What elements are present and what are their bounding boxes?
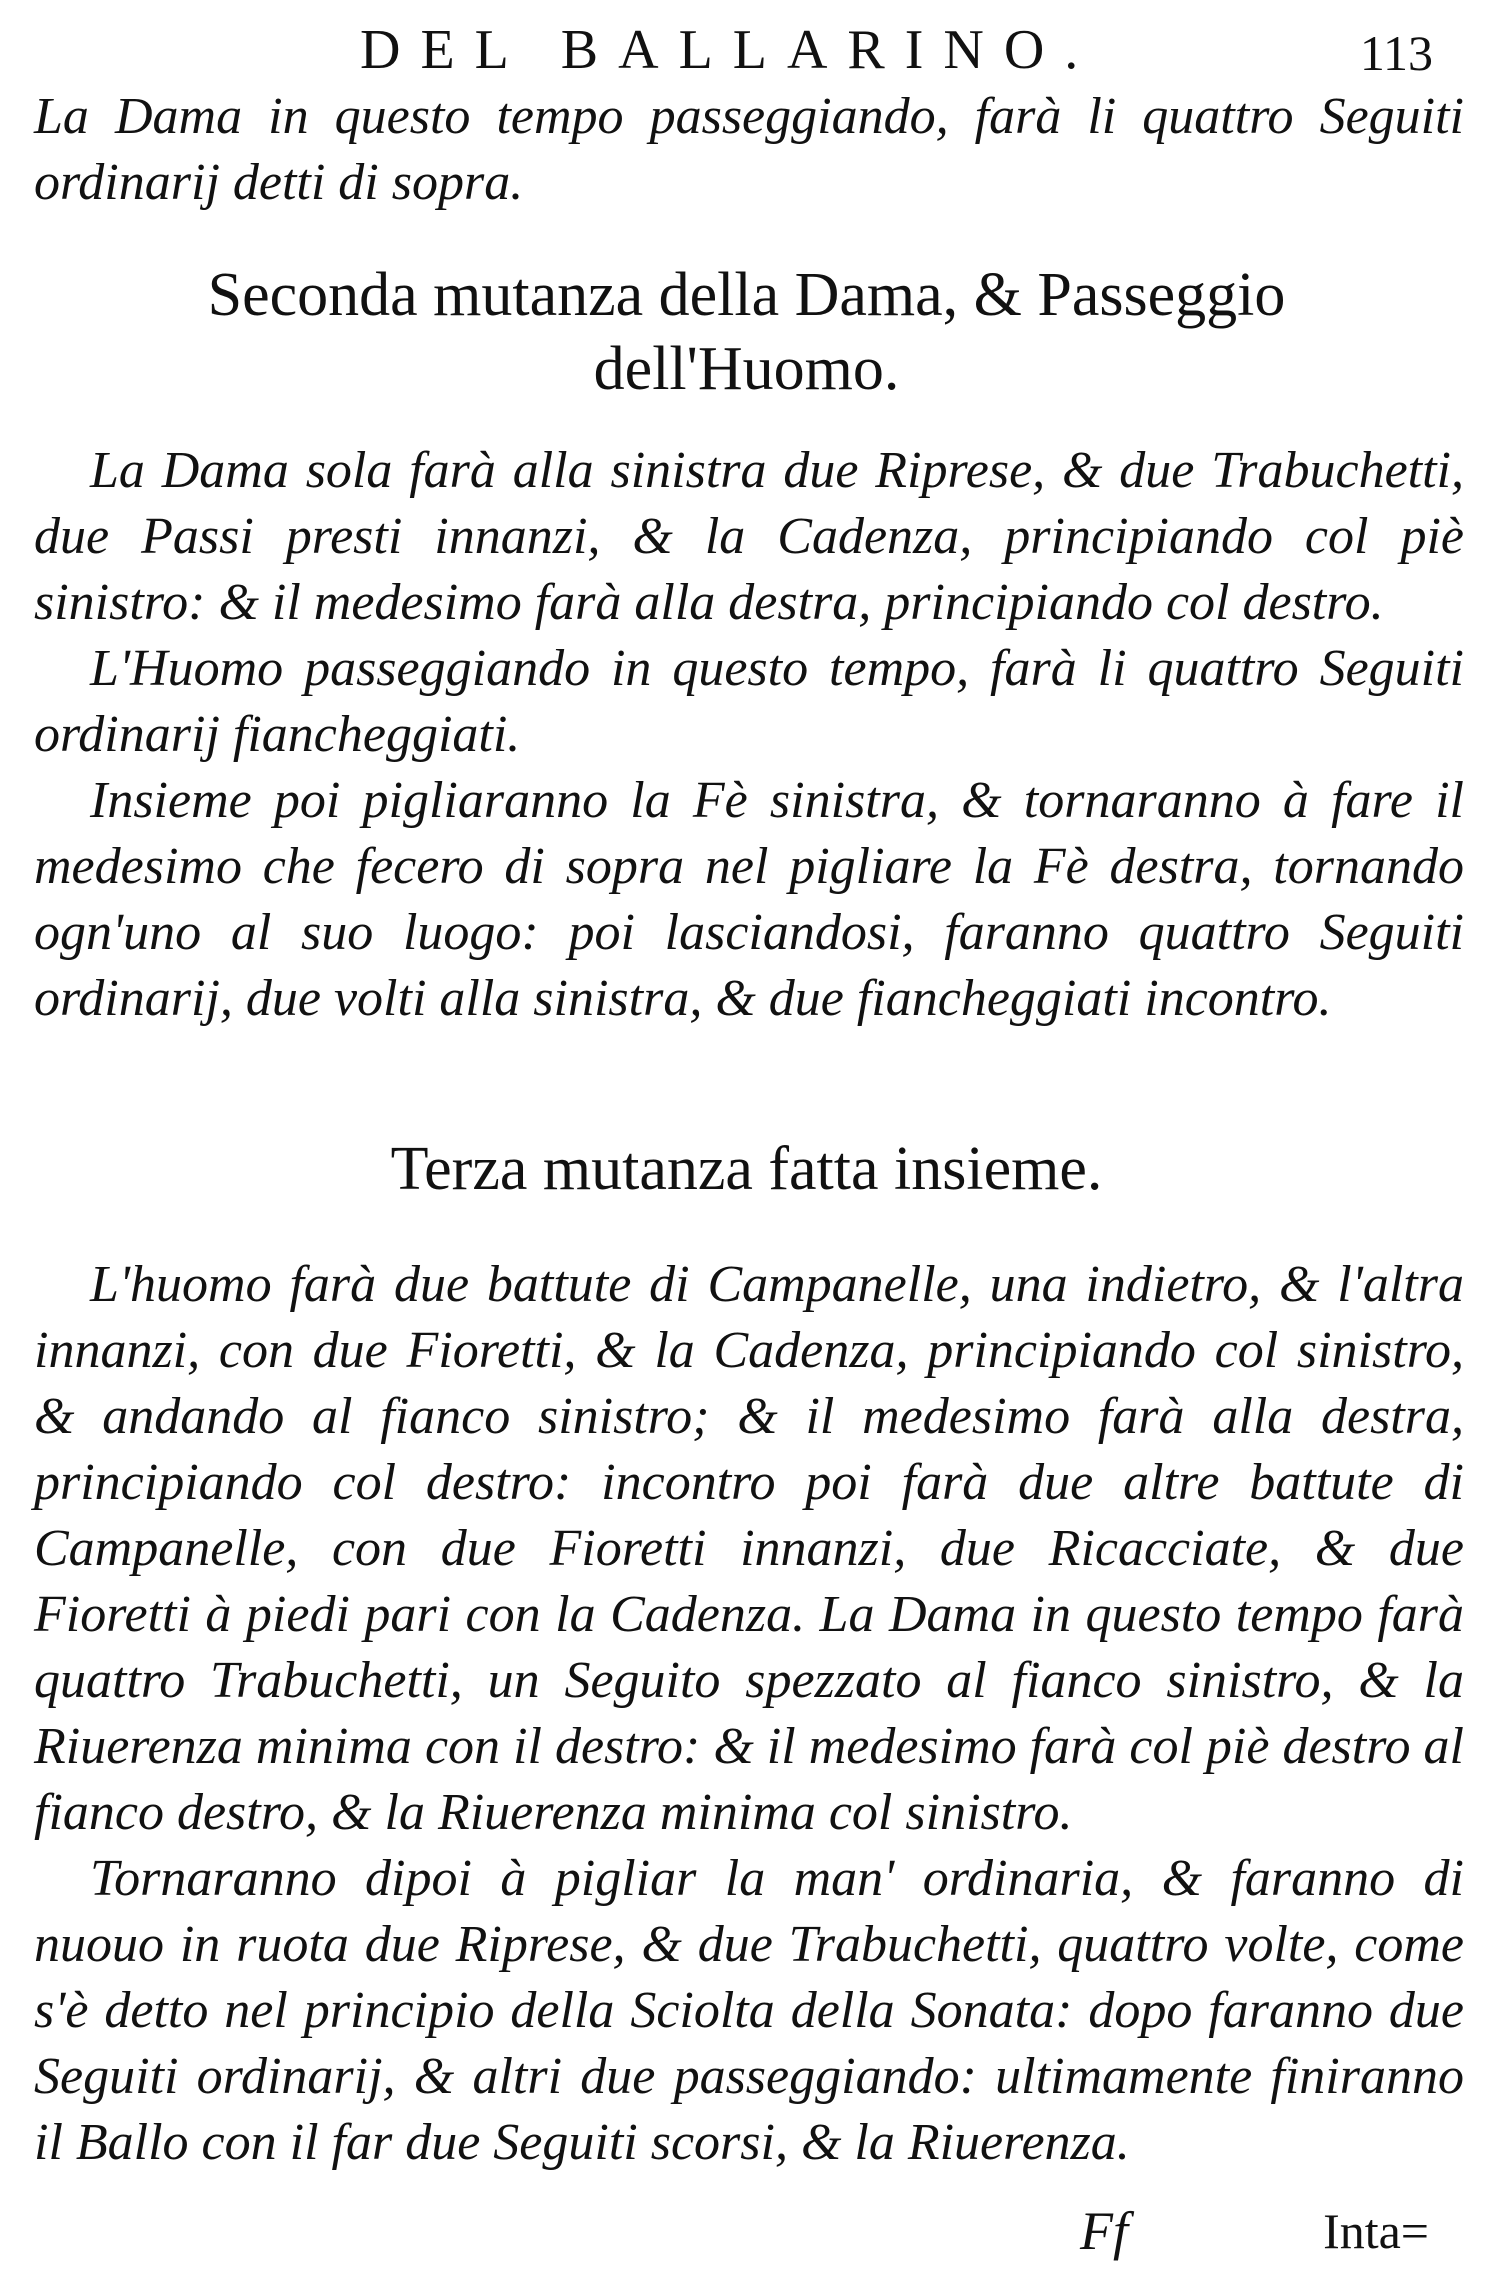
section-heading-terza: Terza mutanza fatta insieme.: [390, 1135, 1103, 1203]
paragraph-insieme: Insieme poi pigliaranno la Fè sinistra, & tornaranno à fare il medesimo che fecero di sopra nel pigliare la Fè destra, tornando ogn'uno al suo luogo: poi lasciandosi, faranno quattro Seguiti ordinarij, due volti alla sinistra, & due fiancheggiati incontro.: [34, 772, 1464, 1027]
paragraph-dama-sola: La Dama sola farà alla sinistra due Riprese, & due Trabuchetti, due Passi presti innanzi, & la Cadenza, principiando col piè sinistro: & il medesimo farà alla destra, principiando col destro.: [34, 442, 1464, 631]
paragraph-huomo-passeggiando: L'Huomo passeggiando in questo tempo, farà li quattro Seguiti ordinarij fiancheggiati.: [34, 640, 1464, 763]
paragraph-huomo-campanelle: L'huomo farà due battute di Campanelle, una indietro, & l'altra innanzi, con due Fioretti, & la Cadenza, principiando col sinistro, & andando al fianco sinistro; & il medesimo farà alla destra, principiando col destro: incontro poi farà due altre battute di Campanelle, con due Fioretti innanzi, due Ricacciate, & due Fioretti à piedi pari con la Cadenza. La Dama in questo tempo farà quattro Trabuchetti, un Seguito spezzato al fianco sinistro, & la Riuerenza minima con il destro: & il medesimo farà col piè destro al fianco destro, & la Riuerenza minima col sinistro.: [34, 1256, 1464, 1841]
page-number: 113: [1359, 25, 1433, 81]
signature-mark: Ff: [1080, 2201, 1128, 2261]
running-head: DEL BALLARINO.: [360, 19, 1099, 81]
seconda-mutanza-block: [34, 438, 1464, 1032]
intro-paragraph: La Dama in questo tempo passeggiando, farà li quattro Seguiti ordinarij detti di sopra.: [34, 88, 1464, 211]
paragraph-tornaranno: Tornaranno dipoi à pigliar la man' ordinaria, & faranno di nuouo in ruota due Riprese, & due Trabuchetti, quattro volte, come s'è detto nel principio della Sciolta della Sonata: dopo faranno due Seguiti ordinarij, & altri due passeggiando: ultimamente finiranno il Ballo con il far due Seguiti scorsi, & la Riuerenza.: [34, 1850, 1464, 2171]
catchword: Inta=: [1323, 2203, 1429, 2259]
intro-paragraph-block: [34, 84, 1464, 216]
section-heading-seconda: Seconda mutanza della Dama, & Passeggio dell'Huomo.: [207, 261, 1286, 403]
terza-mutanza-block: [34, 1252, 1464, 2176]
